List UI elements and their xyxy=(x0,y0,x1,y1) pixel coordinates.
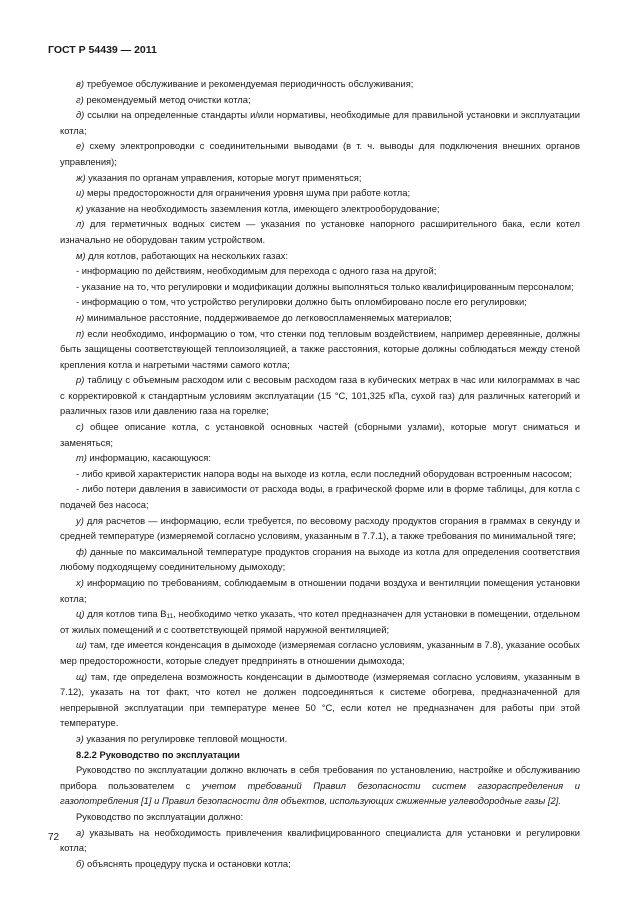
list-item-text: ссылки на определенные стандарты и/или нормативы, необходимые для правильной установки и эксплуатации котла; xyxy=(60,109,580,136)
subscript: 11 xyxy=(166,613,174,621)
list-item-text: там, где имеется конденсация в дымоходе (измеряемая согласно условиям, указанным в 7.8), указание особых мер предосторожности, которые следует предпринять в отношении дымохода; xyxy=(60,639,580,666)
list-item-text: информацию по требованиям, соблюдаемым в отношении подачи воздуха и вентиляции помещения установки котла; xyxy=(60,577,580,604)
list-item-text: указания по регулировке тепловой мощности. xyxy=(83,732,288,744)
list-item xyxy=(60,279,580,295)
list-item xyxy=(60,481,580,512)
list-item-text: данные по максимальной температуре продуктов сгорания на выходе из котла для определения соответствия любому подходящему соединительному дымоходу; xyxy=(60,545,580,573)
list-item xyxy=(60,170,580,186)
list-item-text: - информацию по действиям, необходимым для перехода с одного газа на другой; xyxy=(76,265,437,277)
document-header: ГОСТ Р 54439 — 2011 xyxy=(48,44,157,56)
list-item-text-cont: , необходимо четко указать, что котел предназначен для установки в помещении, отдельном от жилых помещений и с соответствующей прямой наружной вентиляцией; xyxy=(60,608,580,635)
list-item xyxy=(60,185,580,201)
list-item xyxy=(60,138,580,169)
list-item-marker: н) xyxy=(76,311,85,323)
list-item-marker: ж) xyxy=(76,171,86,183)
list-item-text: схему электропроводки с соединительными выводами (в т. ч. выводы для подключения внешних органов управления); xyxy=(60,140,580,167)
list-item xyxy=(60,216,580,247)
list-item-marker: ц) xyxy=(76,608,85,620)
list-item-text: если необходимо, информацию о том, что стенки под тепловым воздействием, например деревянные, должны быть защищены соответствующей теплоизоляцией, а также расстояния, которые должны соблюдаться между стеной крепления котла и нагретыми частями самого котла; xyxy=(60,327,580,370)
list-item-text: указание на необходимость заземления котла, имеющего электрооборудование; xyxy=(83,202,440,214)
list-item-marker: с) xyxy=(76,421,84,433)
list-item-text: объяснять процедуру пуска и остановки котла; xyxy=(84,857,291,869)
list-item-marker: к) xyxy=(76,202,84,214)
list-item-text: для расчетов — информацию, если требуется, по весовому расходу продуктов сгорания в граммах в секунду и средней температуре (измеряемой согласно условиям, указанным в 7.7.1), а также требования по минимальной тяге; xyxy=(60,514,580,542)
list-item-text: для котлов, работающих на нескольких газах: xyxy=(85,249,288,261)
list-item-marker: х) xyxy=(76,577,84,588)
list-item-text: - информацию о том, что устройство регулировки должно быть опломбировано после его регулировки; xyxy=(76,296,527,308)
list-item-text: таблицу с объемным расходом или с весовым расходом газа в кубических метрах в час или килограммах в час с корректировкой к стандартным условиям эксплуатации (15 °С, 101,325 кПа, сухой газ) для различных категорий и различных газов или давлению газа на горелке; xyxy=(60,374,580,417)
list-item-text: там, где определена возможность конденсации в дымоотводе (измеряемая согласно условиям, указанным в 7.12), указать на тот факт, что котел не должен подсоединяться к системе обогрева, предназначенной для непрерывной эксплуатации при температуре менее 50 °С, если котел не предназначен для работы при этой температуре. xyxy=(60,670,580,729)
list-item-text: общее описание котла, с установкой основных частей (сборными узлами), которые могут сниматься и заменяться; xyxy=(60,421,580,448)
list-item xyxy=(60,372,580,419)
list-item xyxy=(60,263,580,279)
list-item xyxy=(60,419,580,450)
list-item xyxy=(60,450,580,466)
list-item-marker: е) xyxy=(76,140,85,152)
list-item xyxy=(60,825,580,856)
section-intro-italic: учетом требований Правил безопасности систем газораспределения и газопотребления [1] и Правил безопасности для объектов, использующих сжиженные углеводородные газы [2]. xyxy=(60,779,580,807)
list-item-text: рекомендуемый метод очистки котла; xyxy=(83,93,251,105)
list-item-marker: а) xyxy=(76,826,85,838)
list-item-marker: э) xyxy=(76,732,84,744)
document-body xyxy=(60,76,580,871)
page-number: 72 xyxy=(48,832,60,843)
list-item-marker: и) xyxy=(76,187,85,199)
list-item-text: для герметичных водных систем — указания по установке напорного расширительного бака, если котел изначально не оборудован таким устройством. xyxy=(60,218,580,245)
list-item-text: требуемое обслуживание и рекомендуемая периодичность обслуживания; xyxy=(84,78,414,89)
section-intro-text: Руководство по эксплуатации должно включать в себя требования по установлению, настройке и обслуживанию прибора пользователем с xyxy=(60,764,580,791)
list-item-marker: д) xyxy=(76,109,85,121)
list-item-text: - либо потери давления в зависимости от расхода воды, в графической форме или в форме таблицы, для котла с подачей без насоса; xyxy=(60,483,580,511)
list-item-marker: в) xyxy=(76,78,85,89)
list-item xyxy=(60,310,580,326)
list-item-text: меры предосторожности для ограничения уровня шума при работе котла; xyxy=(84,187,411,199)
section-lead: Руководство по эксплуатации должно: xyxy=(76,810,244,822)
list-item-marker: ш) xyxy=(76,639,87,651)
list-item xyxy=(60,731,580,747)
list-item-marker: щ) xyxy=(76,670,88,682)
list-item-marker: л) xyxy=(76,218,85,230)
list-item-text: - либо кривой характеристик напора воды на выходе из котла, если последний оборудован встроенным насосом; xyxy=(76,467,572,479)
list-item xyxy=(60,606,580,637)
list-item xyxy=(60,248,580,264)
list-item-text: для котлов типа B xyxy=(84,608,167,620)
list-item xyxy=(60,575,580,606)
list-item-marker: у) xyxy=(76,514,84,526)
list-item xyxy=(60,466,580,482)
list-item-marker: ф) xyxy=(76,545,87,557)
list-item-text: минимальное расстояние, поддерживаемое до легковоспламеняемых материалов; xyxy=(84,311,452,323)
list-item xyxy=(60,513,580,544)
list-item xyxy=(60,544,580,575)
list-item xyxy=(60,294,580,310)
section-heading: 8.2.2 Руководство по эксплуатации xyxy=(76,748,240,760)
list-item xyxy=(60,669,580,731)
list-item xyxy=(60,637,580,668)
list-item-text: информацию, касающуюся: xyxy=(86,452,211,464)
list-item xyxy=(60,201,580,217)
list-item xyxy=(60,856,580,872)
list-item-marker: т) xyxy=(76,452,87,464)
list-item xyxy=(60,92,580,108)
list-item-text: указания по органам управления, которые могут применяться; xyxy=(85,171,362,183)
list-item-marker: б) xyxy=(76,857,85,869)
list-item xyxy=(60,326,580,373)
list-item-marker: п) xyxy=(76,327,85,339)
list-item-marker: м) xyxy=(76,249,86,261)
list-item xyxy=(60,107,580,138)
section-intro xyxy=(60,762,580,809)
list-item-marker: р) xyxy=(76,374,85,386)
list-item-text: - указание на то, что регулировки и модификации должны выполняться только квалифицированным персоналом; xyxy=(76,280,574,292)
list-item xyxy=(60,76,580,92)
list-item-text: указывать на необходимость привлечения квалифицированного специалиста для установки и регулировки котла; xyxy=(60,826,580,854)
list-item-marker: г) xyxy=(76,93,84,105)
